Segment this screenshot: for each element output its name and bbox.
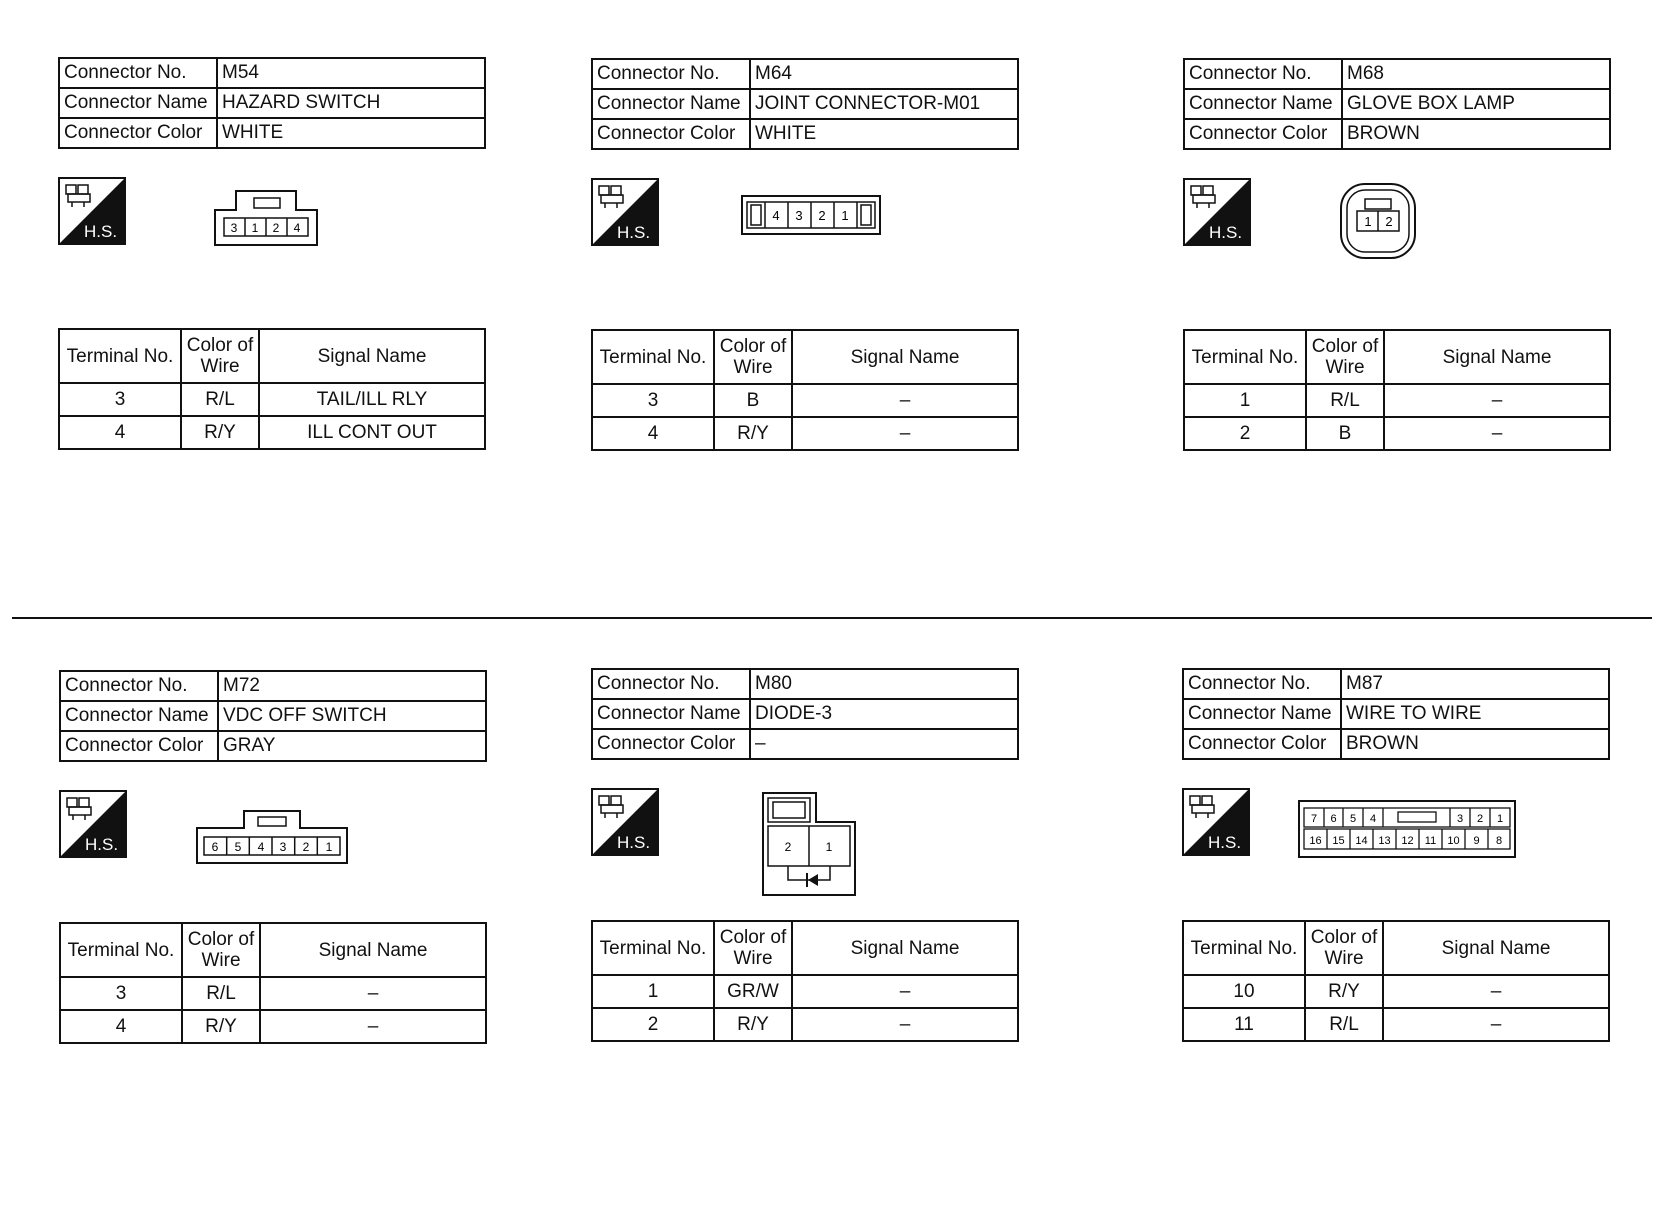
- wire-cell: R/Y: [1305, 975, 1383, 1008]
- signal-cell: –: [1383, 1008, 1609, 1041]
- table-row: [592, 384, 1018, 417]
- wire-color-header: Color of Wire: [714, 330, 792, 384]
- harness-side-icon: [1182, 788, 1250, 856]
- connector-info-table: [1183, 58, 1611, 150]
- connector-block-m54: [58, 57, 488, 517]
- terminal-table: [1182, 920, 1610, 1042]
- connector-name-label: Connector Name: [592, 699, 750, 729]
- pin-label: 1: [325, 840, 333, 854]
- terminal-no-header: Terminal No.: [592, 330, 714, 384]
- connector-name-label: Connector Name: [59, 88, 217, 118]
- connector-name-label: Connector Name: [592, 89, 750, 119]
- pin-label: 7: [1310, 813, 1318, 825]
- wire-color-header: Color of Wire: [714, 921, 792, 975]
- connector-color-value: –: [750, 729, 1018, 759]
- connector-no-label: Connector No.: [592, 669, 750, 699]
- pin-label: 4: [1369, 813, 1377, 825]
- harness-side-icon: [1183, 178, 1251, 246]
- wire-cell: R/Y: [182, 1010, 260, 1043]
- terminal-cell: 3: [59, 383, 181, 416]
- signal-name-header: Signal Name: [259, 329, 485, 383]
- wire-cell: R/L: [181, 383, 259, 416]
- pin-label: 5: [234, 840, 242, 854]
- table-row: [1183, 1008, 1609, 1041]
- connector-no-value: M68: [1342, 59, 1610, 89]
- connector-face-m54: [214, 190, 318, 246]
- hs-label: H.S.: [617, 223, 651, 242]
- terminal-table: [1183, 329, 1611, 451]
- signal-cell: –: [1384, 384, 1610, 417]
- wire-color-header: Color of Wire: [182, 923, 260, 977]
- wire-cell: B: [714, 384, 792, 417]
- signal-cell: –: [260, 1010, 486, 1043]
- table-row: [59, 416, 485, 449]
- connector-info-table: [58, 57, 486, 149]
- connector-color-value: WHITE: [750, 119, 1018, 149]
- pin-label: 5: [1349, 813, 1357, 825]
- terminal-table: [58, 328, 486, 450]
- pin-label: 6: [211, 840, 219, 854]
- terminal-cell: 2: [592, 1008, 714, 1041]
- connector-name-label: Connector Name: [1184, 89, 1342, 119]
- terminal-cell: 1: [592, 975, 714, 1008]
- pin-label: 4: [772, 208, 780, 223]
- signal-cell: –: [1384, 417, 1610, 450]
- pin-label: 13: [1378, 835, 1391, 847]
- signal-cell: –: [792, 975, 1018, 1008]
- wire-cell: B: [1306, 417, 1384, 450]
- pin-label: 1: [1364, 214, 1372, 229]
- pin-label: 1: [841, 208, 849, 223]
- wire-color-header: Color of Wire: [1306, 330, 1384, 384]
- connector-name-value: JOINT CONNECTOR-M01: [750, 89, 1018, 119]
- pin-label: 3: [230, 221, 238, 235]
- pin-label: 3: [795, 208, 803, 223]
- connector-no-value: M87: [1341, 669, 1609, 699]
- pin-label: 1: [1496, 813, 1504, 825]
- hs-label: H.S.: [617, 833, 651, 852]
- table-row: [592, 417, 1018, 450]
- signal-name-header: Signal Name: [260, 923, 486, 977]
- connector-info-table: [59, 670, 487, 762]
- terminal-no-header: Terminal No.: [592, 921, 714, 975]
- table-row: [60, 977, 486, 1010]
- wire-cell: R/Y: [714, 417, 792, 450]
- connector-color-value: BROWN: [1341, 729, 1609, 759]
- pin-label: 4: [257, 840, 265, 854]
- connector-no-value: M54: [217, 58, 485, 88]
- connector-face-m72: [196, 810, 348, 864]
- pin-label: 6: [1330, 813, 1337, 825]
- connector-name-value: VDC OFF SWITCH: [218, 701, 486, 731]
- connector-no-label: Connector No.: [1184, 59, 1342, 89]
- signal-cell: –: [260, 977, 486, 1010]
- pin-label: 1: [251, 221, 259, 235]
- connector-color-label: Connector Color: [60, 731, 218, 761]
- connector-no-label: Connector No.: [592, 59, 750, 89]
- signal-name-header: Signal Name: [792, 330, 1018, 384]
- signal-name-header: Signal Name: [1383, 921, 1609, 975]
- connector-face-m68: [1339, 182, 1417, 260]
- wire-cell: R/L: [182, 977, 260, 1010]
- terminal-table: [591, 920, 1019, 1042]
- wire-cell: GR/W: [714, 975, 792, 1008]
- pin-label: 2: [784, 840, 792, 854]
- connector-color-value: WHITE: [217, 118, 485, 148]
- connector-name-label: Connector Name: [60, 701, 218, 731]
- connector-block-m68: [1183, 58, 1613, 518]
- pin-label: 2: [1476, 813, 1484, 825]
- connector-info-table: [591, 58, 1019, 150]
- table-row: [60, 1010, 486, 1043]
- hs-label: H.S.: [84, 222, 118, 241]
- pin-label: 10: [1447, 835, 1460, 847]
- signal-cell: ILL CONT OUT: [259, 416, 485, 449]
- pin-label: 14: [1355, 835, 1368, 847]
- terminal-no-header: Terminal No.: [1184, 330, 1306, 384]
- connector-no-value: M72: [218, 671, 486, 701]
- terminal-cell: 2: [1184, 417, 1306, 450]
- terminal-cell: 4: [60, 1010, 182, 1043]
- connector-info-table: [591, 668, 1019, 760]
- pin-label: 3: [279, 840, 287, 854]
- connector-no-label: Connector No.: [1183, 669, 1341, 699]
- connector-block-m64: [591, 58, 1021, 518]
- connector-no-label: Connector No.: [60, 671, 218, 701]
- connector-color-label: Connector Color: [1183, 729, 1341, 759]
- terminal-no-header: Terminal No.: [59, 329, 181, 383]
- terminal-cell: 3: [592, 384, 714, 417]
- connector-color-label: Connector Color: [59, 118, 217, 148]
- pin-label: 2: [302, 840, 310, 854]
- wire-color-header: Color of Wire: [1305, 921, 1383, 975]
- hs-label: H.S.: [85, 835, 119, 854]
- pin-label: 2: [1385, 214, 1393, 229]
- connector-color-label: Connector Color: [592, 729, 750, 759]
- table-row: [592, 1008, 1018, 1041]
- terminal-no-header: Terminal No.: [60, 923, 182, 977]
- connector-color-label: Connector Color: [1184, 119, 1342, 149]
- pin-label: 4: [293, 221, 301, 235]
- connector-block-m87: [1182, 668, 1612, 1128]
- terminal-cell: 3: [60, 977, 182, 1010]
- signal-name-header: Signal Name: [792, 921, 1018, 975]
- hs-label: H.S.: [1208, 833, 1242, 852]
- table-row: [1183, 975, 1609, 1008]
- terminal-cell: 10: [1183, 975, 1305, 1008]
- wire-cell: R/L: [1305, 1008, 1383, 1041]
- terminal-table: [59, 922, 487, 1044]
- hs-label: H.S.: [1209, 223, 1243, 242]
- pin-label: 1: [825, 840, 833, 854]
- connector-color-label: Connector Color: [592, 119, 750, 149]
- connector-face-m80: [762, 792, 856, 896]
- signal-cell: TAIL/ILL RLY: [259, 383, 485, 416]
- signal-name-header: Signal Name: [1384, 330, 1610, 384]
- terminal-cell: 11: [1183, 1008, 1305, 1041]
- terminal-cell: 4: [59, 416, 181, 449]
- connector-block-m80: [591, 668, 1021, 1128]
- connector-no-value: M64: [750, 59, 1018, 89]
- connector-no-label: Connector No.: [59, 58, 217, 88]
- connector-name-value: HAZARD SWITCH: [217, 88, 485, 118]
- wire-color-header: Color of Wire: [181, 329, 259, 383]
- section-divider: [12, 617, 1652, 619]
- pin-label: 2: [272, 221, 280, 235]
- harness-side-icon: [591, 788, 659, 856]
- pin-label: 11: [1424, 835, 1437, 847]
- connector-color-value: GRAY: [218, 731, 486, 761]
- pin-label: 9: [1473, 835, 1480, 847]
- table-row: [1184, 384, 1610, 417]
- table-row: [59, 383, 485, 416]
- pin-label: 3: [1456, 813, 1464, 825]
- terminal-cell: 4: [592, 417, 714, 450]
- signal-cell: –: [1383, 975, 1609, 1008]
- table-row: [592, 975, 1018, 1008]
- wire-cell: R/Y: [181, 416, 259, 449]
- connector-name-value: DIODE-3: [750, 699, 1018, 729]
- wire-cell: R/Y: [714, 1008, 792, 1041]
- terminal-no-header: Terminal No.: [1183, 921, 1305, 975]
- pin-label: 15: [1332, 835, 1345, 847]
- connector-block-m72: [59, 670, 489, 1130]
- connector-name-value: WIRE TO WIRE: [1341, 699, 1609, 729]
- terminal-table: [591, 329, 1019, 451]
- pin-label: 2: [818, 208, 826, 223]
- terminal-cell: 1: [1184, 384, 1306, 417]
- connector-name-value: GLOVE BOX LAMP: [1342, 89, 1610, 119]
- table-row: [1184, 417, 1610, 450]
- connector-color-value: BROWN: [1342, 119, 1610, 149]
- pin-label: 8: [1495, 835, 1503, 847]
- connector-info-table: [1182, 668, 1610, 760]
- connector-no-value: M80: [750, 669, 1018, 699]
- connector-face-m64: [741, 195, 881, 235]
- connector-name-label: Connector Name: [1183, 699, 1341, 729]
- signal-cell: –: [792, 417, 1018, 450]
- signal-cell: –: [792, 384, 1018, 417]
- pin-label: 12: [1401, 835, 1414, 847]
- harness-side-icon: [58, 177, 126, 245]
- signal-cell: –: [792, 1008, 1018, 1041]
- pin-label: 16: [1309, 835, 1322, 847]
- wire-cell: R/L: [1306, 384, 1384, 417]
- harness-side-icon: [591, 178, 659, 246]
- harness-side-icon: [59, 790, 127, 858]
- connector-face-m87: [1298, 800, 1516, 858]
